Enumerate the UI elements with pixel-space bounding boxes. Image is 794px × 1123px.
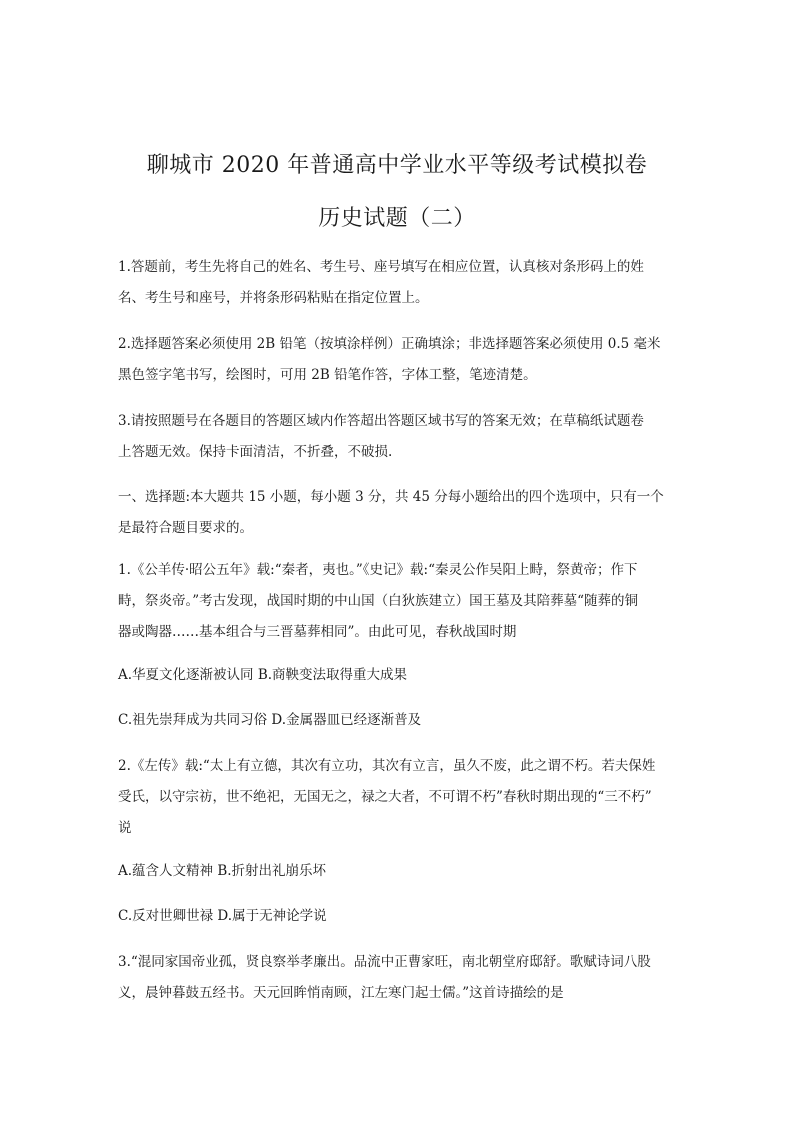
text-line: 畤，祭炎帝。”考古发现，战国时期的中山国（白狄族建立）国王墓及其陪葬墓“随葬的铜 xyxy=(118,593,639,609)
text-line: 说 xyxy=(118,820,132,836)
page-subtitle: 历史试题（二） xyxy=(318,206,476,231)
section-heading xyxy=(118,482,678,544)
question-2-options-ab: A.蕴含人文精神 B.折射出礼崩乐坏 xyxy=(118,863,327,879)
page-title: 聊城市 2020 年普通高中学业水平等级考试模拟卷 xyxy=(146,153,648,178)
text-line: 1.答题前，考生先将自己的姓名、考生号、座号填写在相应位置，认真核对条形码上的姓 xyxy=(118,259,644,275)
text-line: 黑色签字笔书写，绘图时，可用 2B 铅笔作答，字体工整，笔迹清楚。 xyxy=(118,367,537,383)
text-line: 是最符合题目要求的。 xyxy=(118,520,253,536)
question-2-stem xyxy=(118,751,678,844)
question-3-stem xyxy=(118,947,678,1009)
question-1-options-cd: C.祖先崇拜成为共同习俗 D.金属器皿已经逐渐普及 xyxy=(118,712,422,728)
instruction-3 xyxy=(118,406,678,468)
text-line: 2.《左传》载:“太上有立德，其次有立功，其次有立言，虽久不废，此之谓不朽。若夫保姓 xyxy=(118,758,656,774)
instruction-1 xyxy=(118,252,678,314)
text-line: 受氏，以守宗祊，世不绝祀，无国无之，禄之大者，不可谓不朽”春秋时期出现的“三不朽” xyxy=(118,789,652,805)
instruction-2 xyxy=(118,329,678,391)
text-line: 器或陶器……基本组合与三晋墓葬相同”。由此可见，春秋战国时期 xyxy=(118,624,517,640)
question-1-options-ab: A.华夏文化逐渐被认同 B.商鞅变法取得重大成果 xyxy=(118,667,408,683)
text-line: 一、选择题:本大题共 15 小题，每小题 3 分，共 45 分每小题给出的四个选项中，只有一个 xyxy=(118,489,664,505)
text-line: 上答题无效。保持卡面清洁，不折叠，不破损. xyxy=(118,444,393,460)
text-line: 名、考生号和座号，并将条形码粘贴在指定位置上。 xyxy=(118,290,429,306)
text-line: 3.“混同家国帝业孤，贤良察举孝廉出。品流中正曹家旺，南北朝堂府邸舒。歌赋诗词八股 xyxy=(118,954,651,970)
text-line: 义，晨钟暮鼓五经书。天元回眸悄南顾，江左寒门起士儒。”这首诗描绘的是 xyxy=(118,985,564,1001)
question-2-options-cd: C.反对世卿世禄 D.属于无神论学说 xyxy=(118,908,327,924)
question-1-stem xyxy=(118,555,678,648)
text-line: 1.《公羊传·昭公五年》载:“秦者，夷也。”《史记》载:“秦灵公作吴阳上畤，祭黄帝；作下 xyxy=(118,562,638,578)
text-line: 3.请按照题号在各题目的答题区域内作答超出答题区域书写的答案无效；在草稿纸试题卷 xyxy=(118,413,644,429)
text-line: 2.选择题答案必须使用 2B 铅笔（按填涂样例）正确填涂；非选择题答案必须使用 0.5 毫米 xyxy=(118,336,661,352)
